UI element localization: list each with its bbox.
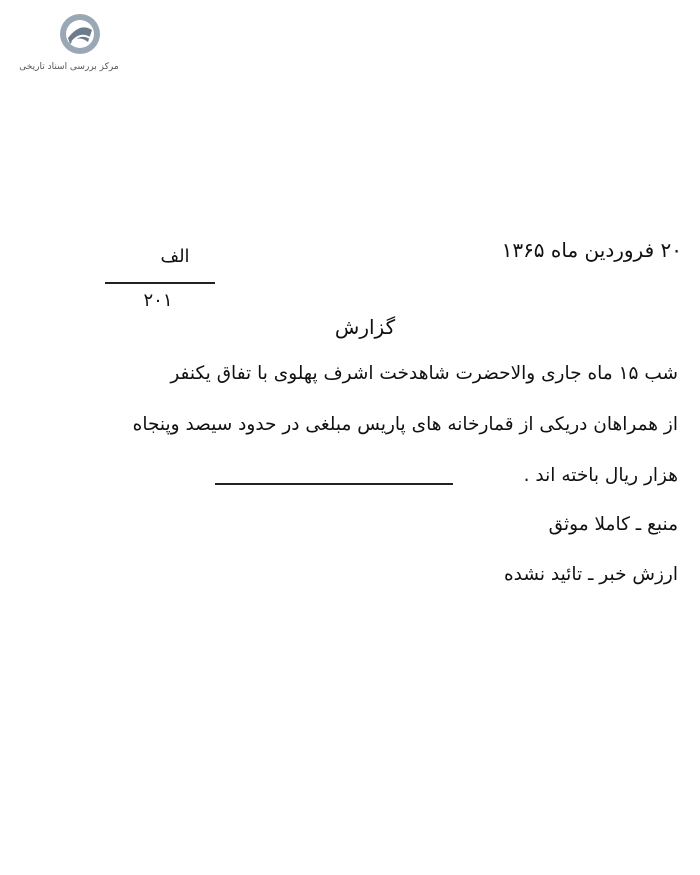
document-date: ۲۰ فروردین ماه ۱۳۶۵ bbox=[501, 238, 682, 262]
report-line: هزار ریال باخته اند . bbox=[523, 465, 678, 486]
reference-divider bbox=[105, 282, 215, 284]
report-line: از همراهان دریکی از قمارخانه های پاریس مبلغی در حدود سیصد وپنجاه bbox=[132, 414, 678, 435]
logo-caption: مرکز بررسی اسناد تاریخی bbox=[19, 62, 119, 72]
value-line: ارزش خبر ـ تائید نشده bbox=[503, 564, 678, 585]
report-line: شب ۱۵ ماه جاری والاحضرت شاهدخت اشرف پهلوی با تفاق یکنفر bbox=[170, 363, 678, 384]
archive-logo bbox=[14, 12, 124, 72]
reference-letter: الف bbox=[160, 246, 190, 267]
fill-line bbox=[215, 483, 453, 485]
reference-number: ۲۰۱ bbox=[143, 290, 173, 311]
report-title: گزارش bbox=[334, 315, 396, 339]
archive-logo-icon bbox=[58, 12, 102, 56]
source-line: منبع ـ کاملا موثق bbox=[548, 514, 678, 535]
